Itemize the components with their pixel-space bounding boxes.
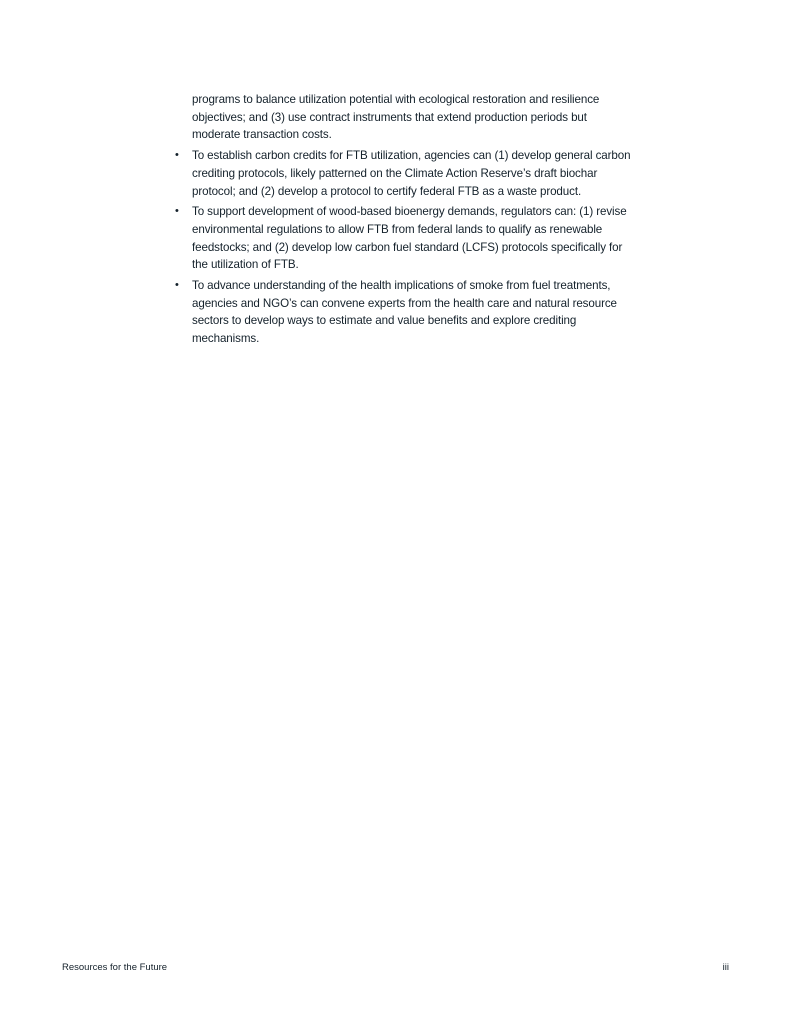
list-item-text: To advance understanding of the health implications of smoke from fuel treatments, agencies and NGO’s can convene experts from the health care and natural resource sectors to develop ways to estimate and value benefits and explore crediting mechanisms. xyxy=(192,279,617,346)
footer-publisher: Resources for the Future xyxy=(62,962,168,973)
body-text xyxy=(175,91,637,348)
bullet-icon: • xyxy=(175,279,179,292)
bullet-icon: • xyxy=(175,205,179,218)
recommendation-list xyxy=(175,147,637,348)
list-item xyxy=(175,277,637,348)
list-item-text: To establish carbon credits for FTB utilization, agencies can (1) develop general carbon crediting protocols, likely patterned on the Climate Action Reserve’s draft biochar protocol; and (2) develop a protocol to certify federal FTB as a waste product. xyxy=(192,149,631,198)
list-item xyxy=(175,203,637,274)
footer-page-number: iii xyxy=(722,962,729,973)
bullet-icon: • xyxy=(175,149,179,162)
list-item xyxy=(175,147,637,200)
continuation-paragraph: programs to balance utilization potential with ecological restoration and resilience objectives; and (3) use contract instruments that extend production periods but moderate transaction costs. xyxy=(192,93,600,142)
list-item-text: To support development of wood-based bioenergy demands, regulators can: (1) revise environmental regulations to allow FTB from federal lands to qualify as renewable feedstocks; and (2) develop low carbon fuel standard (LCFS) protocols specifically for the utilization of FTB. xyxy=(192,205,627,272)
